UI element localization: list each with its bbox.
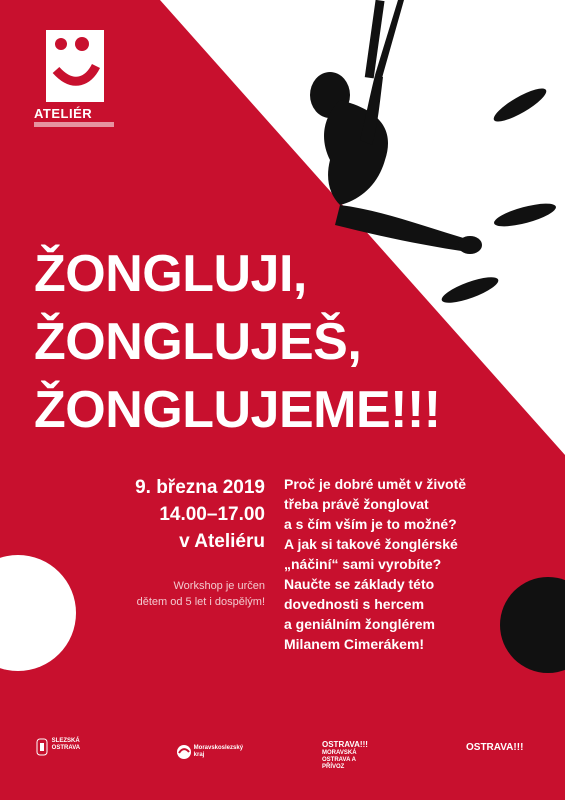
sponsor-ostrava: OSTRAVA!!! (466, 742, 524, 753)
sponsor-moravskoslezsky-kraj (176, 744, 244, 760)
sponsor-1-label: SLEZSKÁ OSTRAVA (51, 738, 81, 751)
sponsor-3-sub: MORAVSKÁ OSTRAVA A PŘÍVOZ (322, 750, 357, 770)
description-line: Naučte se základy této (284, 576, 435, 592)
logo-tagline-bar (34, 122, 114, 127)
description-line: dovednosti s hercem (284, 596, 425, 612)
region-logo-icon (176, 744, 192, 760)
description-line: A jak si takové žonglérské (284, 536, 458, 552)
logo-label: ATELIÉR (34, 106, 93, 121)
description (284, 474, 466, 654)
description-line: Proč je dobré umět v životě (284, 476, 467, 492)
headline-line-2: ŽONGLUJEŠ, (34, 313, 362, 371)
event-info (135, 474, 265, 555)
note-line-2: dětem od 5 let i dospělým! (136, 596, 265, 608)
headline (34, 240, 441, 444)
description-line: a geniálním žonglérem (284, 616, 435, 632)
note-line-1: Workshop je určen (173, 580, 265, 592)
headline-line-1: ŽONGLUJI, (34, 245, 307, 303)
description-line: Milanem Cimerákem! (284, 636, 425, 652)
description-line: „náčiní“ sami vyrobíte? (284, 556, 442, 572)
sponsor-3-title: OSTRAVA!!! (322, 740, 368, 749)
event-time: 14.00–17.00 (159, 504, 265, 525)
description-line: a s čím vším je to možné? (284, 516, 457, 532)
coat-of-arms-icon (36, 738, 48, 756)
event-place: v Ateliéru (179, 531, 265, 552)
event-date: 9. března 2019 (135, 477, 265, 498)
sponsor-ostrava-district (322, 740, 378, 771)
headline-line-3: ŽONGLUJEME!!! (34, 381, 441, 439)
atelier-logo-icon (34, 30, 104, 102)
description-line: třeba právě žonglovat (284, 496, 429, 512)
audience-note (137, 578, 265, 610)
sponsor-slezska-ostrava (36, 738, 86, 756)
sponsor-2-label: Moravskoslezský kraj (193, 745, 244, 758)
